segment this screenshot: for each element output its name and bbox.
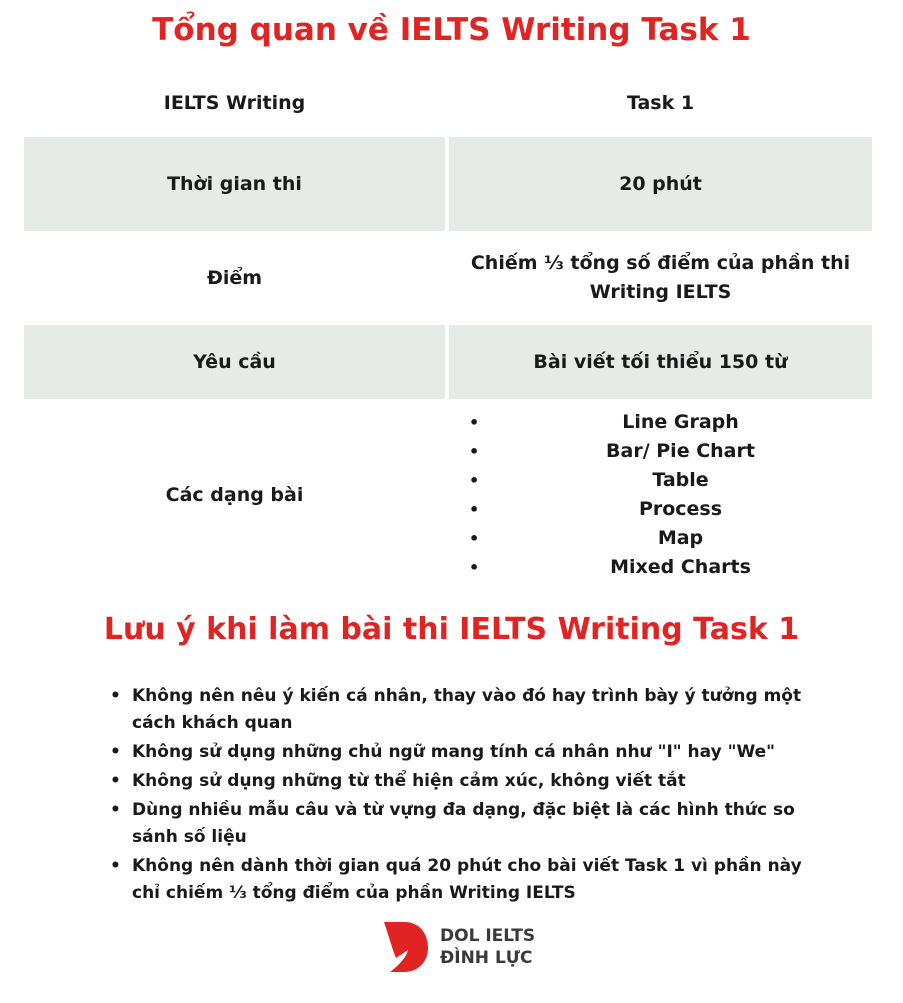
bullet-icon: • <box>469 500 480 519</box>
row-label: IELTS Writing <box>163 91 306 114</box>
notes-list <box>108 683 820 909</box>
table-row <box>24 402 872 588</box>
list-item: • Map <box>449 524 872 553</box>
table-row <box>24 234 872 322</box>
row-value: Task 1 <box>626 91 695 114</box>
table-row <box>24 325 872 399</box>
list-item: • Không sử dụng những chủ ngữ mang tính cá nhân như "I" hay "We" <box>108 739 820 766</box>
row-value <box>449 402 872 588</box>
list-item: • Line Graph <box>449 408 872 437</box>
table-row <box>24 137 872 231</box>
bullet-icon: • <box>110 856 121 876</box>
logo-line-1: DOL IELTS <box>440 926 536 946</box>
task-types-list <box>449 408 872 582</box>
notes-title: Lưu ý khi làm bài thi IELTS Writing Task 1 <box>103 612 800 647</box>
row-value: 20 phút <box>449 137 872 231</box>
row-value: Bài viết tối thiểu 150 từ <box>449 325 872 399</box>
list-item: • Không sử dụng những từ thể hiện cảm xúc, không viết tắt <box>108 768 820 795</box>
list-item: • Không nên dành thời gian quá 20 phút cho bài viết Task 1 vì phần này chỉ chiếm ⅓ tổng điểm của phần Writing IELTS <box>108 853 820 907</box>
table-row <box>24 72 872 134</box>
list-item: • Không nên nêu ý kiến cá nhân, thay vào đó hay trình bày ý tưởng một cách khách quan <box>108 683 820 737</box>
list-item: • Dùng nhiều mẫu câu và từ vựng đa dạng, đặc biệt là các hình thức so sánh số liệu <box>108 797 820 851</box>
list-item: • Table <box>449 466 872 495</box>
bullet-icon: • <box>469 471 480 490</box>
overview-table <box>24 72 872 591</box>
overview-title: Tổng quan về IELTS Writing Task 1 <box>152 12 751 48</box>
bullet-icon: • <box>110 686 121 706</box>
bullet-icon: • <box>469 529 480 548</box>
dol-logo-icon <box>380 918 430 976</box>
row-label: Điểm <box>206 266 263 289</box>
list-item: • Bar/ Pie Chart <box>449 437 872 466</box>
list-item: • Process <box>449 495 872 524</box>
bullet-icon: • <box>469 558 480 577</box>
row-label: Các dạng bài <box>165 483 304 506</box>
bullet-icon: • <box>110 800 121 820</box>
bullet-icon: • <box>110 771 121 791</box>
logo-text <box>440 925 535 969</box>
list-item: • Mixed Charts <box>449 553 872 582</box>
dol-logo <box>380 918 535 976</box>
logo-line-2: ĐÌNH LỰC <box>440 948 533 968</box>
row-value: Chiếm ⅓ tổng số điểm của phần thi Writing IELTS <box>470 252 851 303</box>
bullet-icon: • <box>469 442 480 461</box>
row-label: Yêu cầu <box>24 325 445 399</box>
row-label: Thời gian thi <box>24 137 445 231</box>
bullet-icon: • <box>469 413 480 432</box>
bullet-icon: • <box>110 742 121 762</box>
